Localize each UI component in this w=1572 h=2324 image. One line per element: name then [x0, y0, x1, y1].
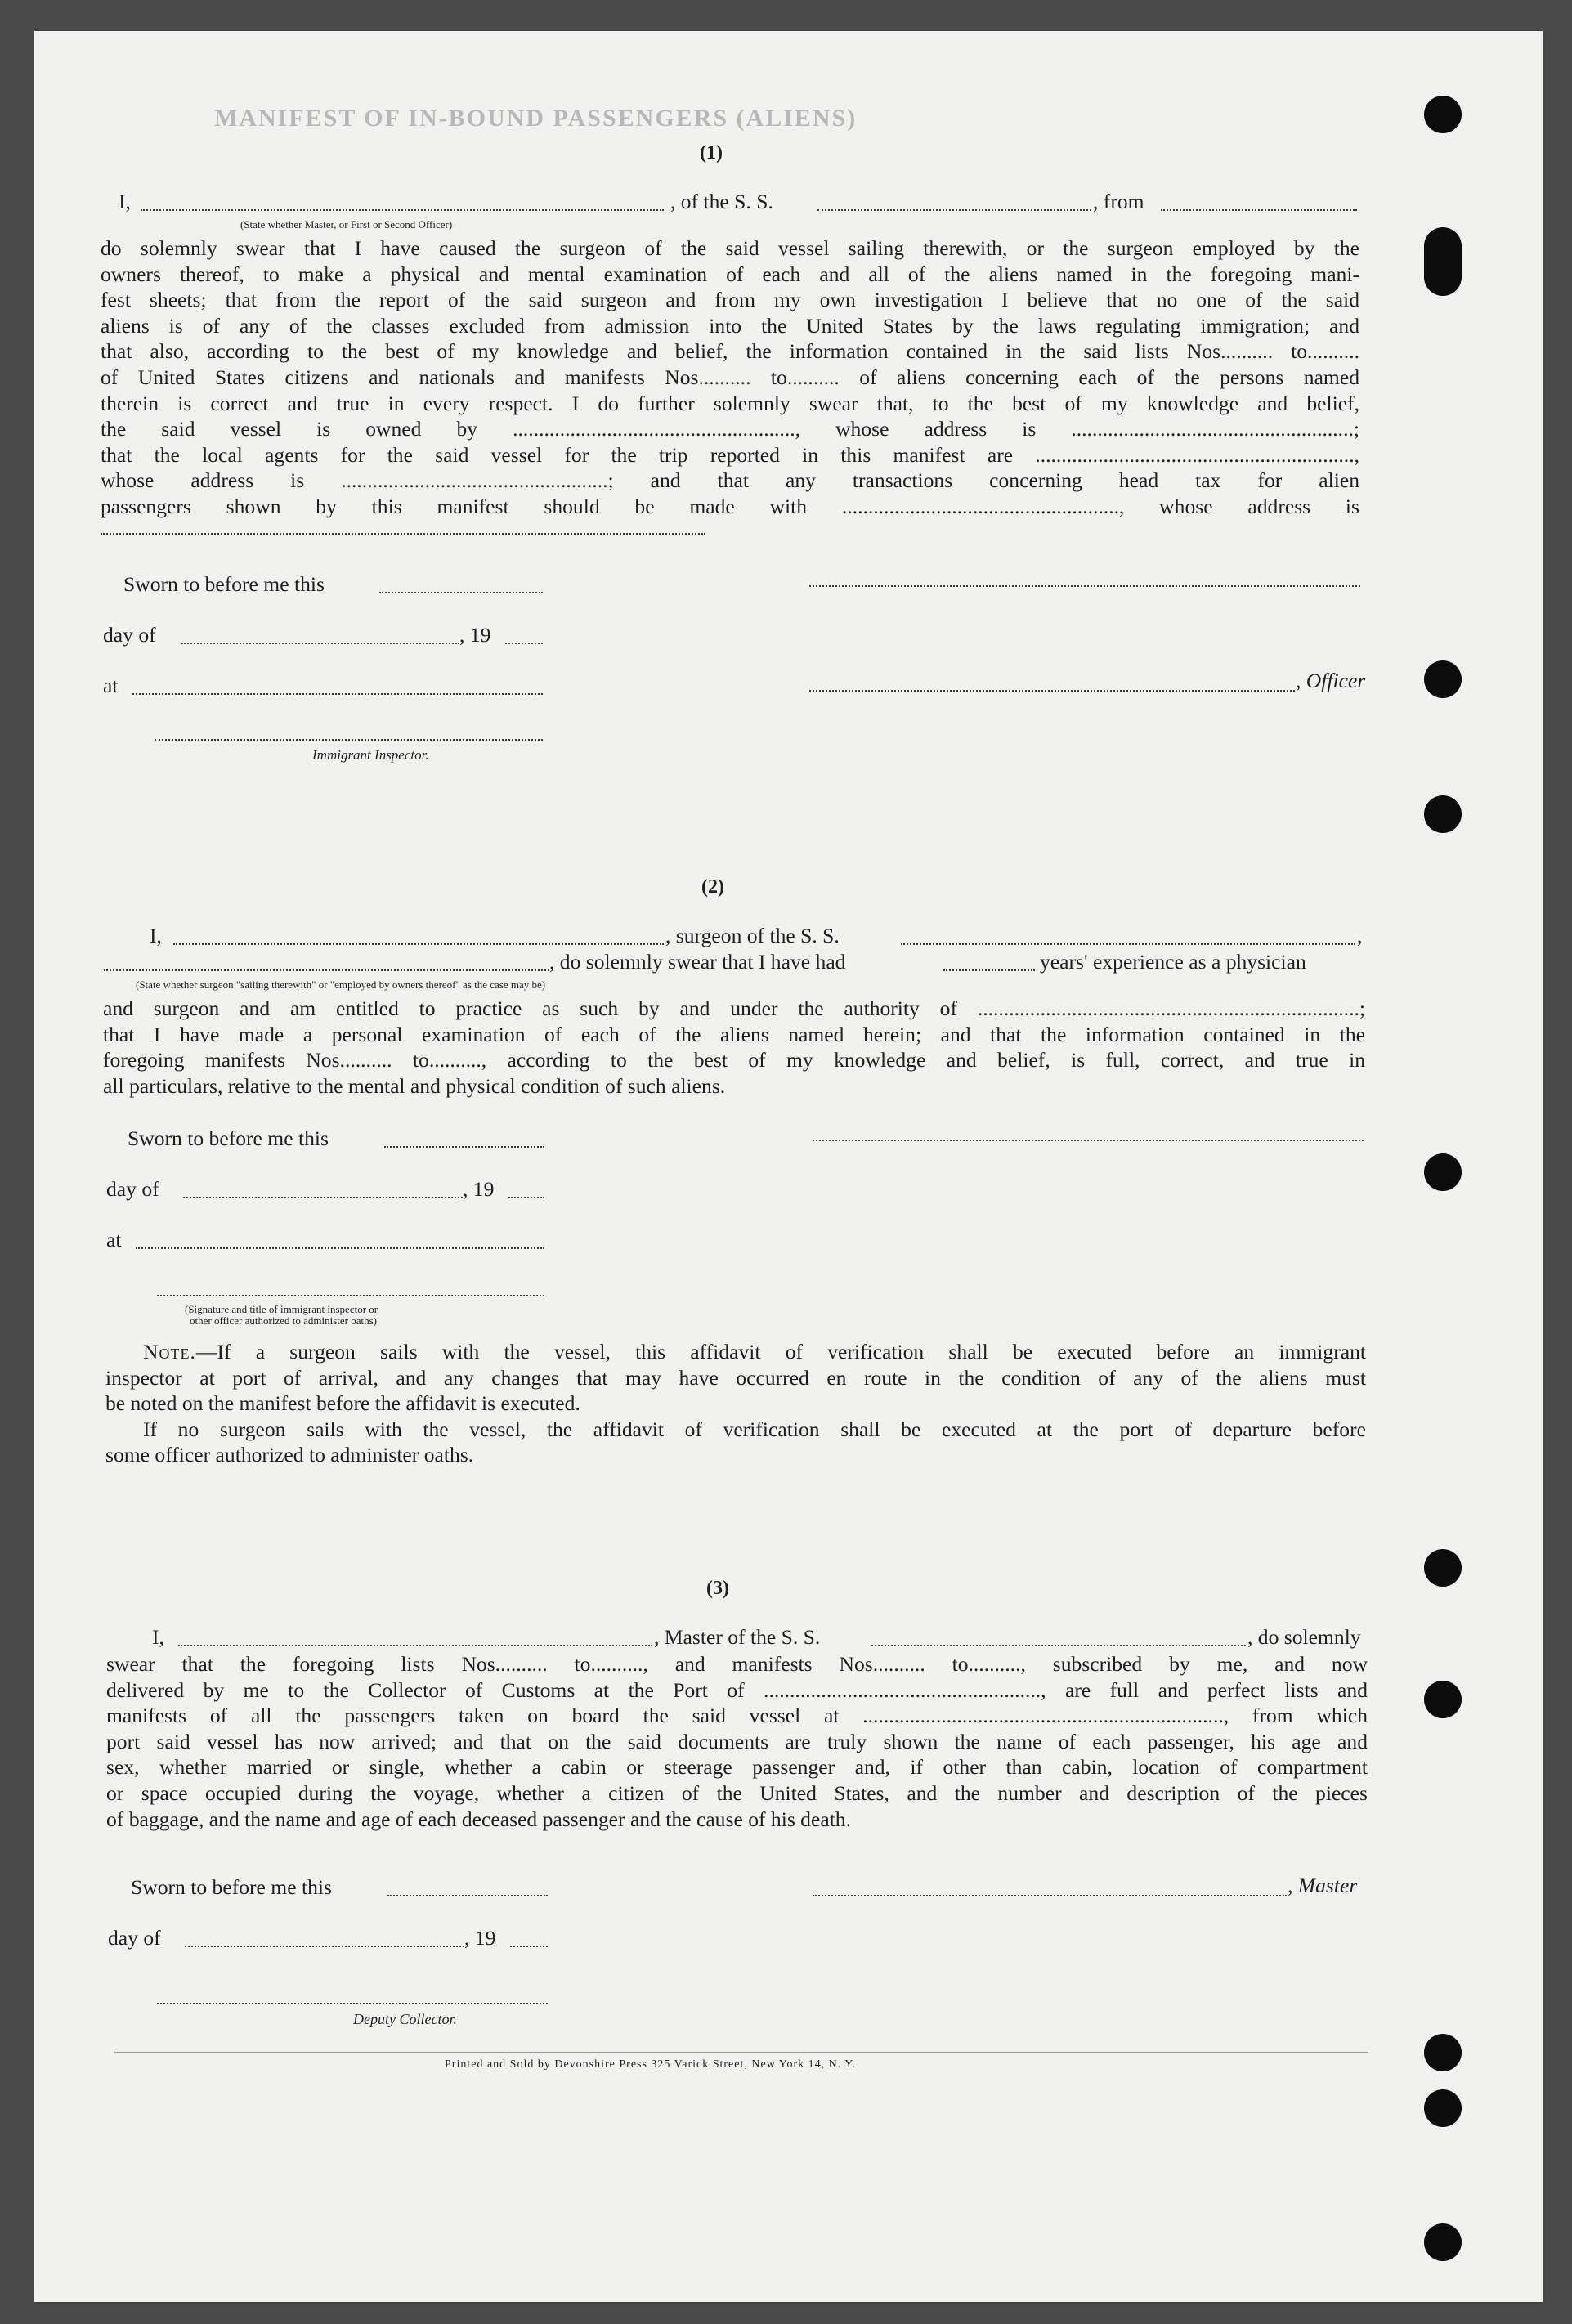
surgeon-signature-line[interactable]	[813, 1140, 1364, 1141]
signature-note-2: other officer authorized to administer oaths)	[190, 1314, 377, 1327]
note-label: Note.	[143, 1340, 196, 1364]
signature-note-1: (Signature and title of immigrant inspector or	[185, 1303, 378, 1315]
punch-hole	[1424, 795, 1462, 833]
section-2-ss: , surgeon of the S. S.	[665, 924, 840, 947]
year-label: , 19	[464, 1926, 496, 1950]
punch-hole	[1424, 1549, 1462, 1587]
surgeon-name-field[interactable]	[173, 943, 664, 945]
at-label: at	[106, 1228, 122, 1252]
master-signature-line[interactable]	[813, 1895, 1287, 1896]
officer-title-line[interactable]	[809, 690, 1295, 692]
collector-signature-line[interactable]	[157, 2003, 548, 2004]
surgeon-vessel-field[interactable]	[901, 943, 1355, 945]
sworn-label: Sworn to before me this	[128, 1126, 329, 1150]
day-of-field[interactable]	[185, 1946, 464, 1947]
address-continuation-field[interactable]	[101, 533, 705, 535]
punch-hole	[1424, 2034, 1462, 2071]
sworn-label: Sworn to before me this	[131, 1875, 332, 1899]
surgeon-status-note: (State whether surgeon "sailing therewith" or "employed by owners thereof" as the case may be)	[136, 978, 546, 991]
comma: ,	[1357, 924, 1363, 947]
officer-signature-line[interactable]	[809, 585, 1360, 587]
section-2-swear: , do solemnly swear that I have had	[549, 950, 846, 974]
day-of-label: day of	[106, 1177, 159, 1201]
officer-rank-note: (State whether Master, or First or Second Officer)	[240, 218, 453, 231]
section-1-body: do solemnly swear that I have caused the surgeon of the said vessel sailing therewith, or the surgeon employed by the owners thereof, to make a physical and mental examination of each and all of the aliens named in the foregoing mani- fest sheets; that from the report of the said surgeon and from my own investigation I believe that no one of the said aliens is of any of the classes excluded from admission into the United States by the laws regulating immigration; and that also, according to the best of my knowledge and belief, the information contained in the said lists Nos.......... to.......... of United States citizens and nationals and manifests Nos.......... to.......... of aliens concerning each of the persons named therein is correct and true in every respect. I do further solemnly swear that, to the best of my knowledge and belief, the said vessel is owned by ......................................................, whose address is ......................................................; that the local agents for the said vessel for the trip reported in this manifest are ............................................................., whose address is ...................................................; and that any transactions concerning head tax for alien passengers shown by this manifest should be made with ....................................................., whose address is	[101, 236, 1359, 518]
punch-hole	[1424, 2089, 1462, 2127]
year-label: , 19	[459, 623, 491, 647]
officer-name-field[interactable]	[141, 209, 664, 211]
at-label: at	[103, 674, 119, 697]
section-1-from: , from	[1093, 190, 1144, 213]
manifest-page	[34, 31, 1543, 2302]
master-label: , Master	[1288, 1874, 1358, 1897]
section-3-body: swear that the foregoing lists Nos.......... to.........., and manifests Nos.......... to.........., subscribed by me, and now delivered by me to the Collector of Customs at the Port of ....................................................., are full and perfect lists and manifests of all the passengers taken on board the said vessel at ....................................................................., from which port said vessel has now arrived; and that on the said documents are truly shown the name of each passenger, his age and sex, whether married or single, whether a cabin or steerage passenger and, if other than cabin, location of compartment or space occupied during the voyage, whether a citizen of the United States, and the number and description of the pieces of baggage, and the name and age of each deceased passenger and the cause of his death.	[106, 1652, 1368, 1831]
sworn-label: Sworn to before me this	[123, 572, 325, 596]
section-2-physician: years' experience as a physician	[1040, 950, 1306, 974]
sworn-date-field[interactable]	[387, 1895, 548, 1896]
section-1-ss: , of the S. S.	[670, 190, 773, 213]
year-field[interactable]	[505, 643, 543, 644]
section-3-heading: (3)	[706, 1578, 729, 1599]
punch-hole	[1424, 660, 1462, 698]
years-experience-field[interactable]	[943, 969, 1035, 971]
note-block: Note.—If a surgeon sails with the vessel, this affidavit of verification shall be executed before an immigrant inspector at port of arrival, and any changes that may have occurred en route in the condition of any of the aliens must be noted on the manifest before the affidavit is executed. If no surgeon sails with the vessel, the affidavit of verification shall be executed at the port of departure before some officer authorized to administer oaths.	[105, 1340, 1366, 1467]
at-place-field[interactable]	[132, 693, 543, 695]
day-of-label: day of	[108, 1926, 161, 1950]
inspector-label: Immigrant Inspector.	[312, 747, 429, 763]
punch-hole	[1424, 227, 1462, 296]
day-of-field[interactable]	[183, 1197, 463, 1198]
surgeon-status-field[interactable]	[104, 969, 549, 971]
bleed-through-header: MANIFEST OF IN-BOUND PASSENGERS (ALIENS)	[214, 105, 858, 132]
punch-hole	[1424, 96, 1462, 133]
printer-imprint: Printed and Sold by Devonshire Press 325 Varick Street, New York 14, N. Y.	[445, 2058, 857, 2071]
section-2-body: and surgeon and am entitled to practice as such by and under the authority of .........................................................................; that I have made a personal examination of each of the aliens named herein; and that the information contained in the foregoing manifests Nos.......... to.........., according to the best of my knowledge and belief, is full, correct, and true in all particulars, relative to the mental and physical condition of such aliens.	[103, 996, 1365, 1098]
collector-label: Deputy Collector.	[353, 2011, 457, 2027]
punch-hole	[1424, 1153, 1462, 1191]
punch-hole	[1424, 1681, 1462, 1718]
section-3-solemnly: , do solemnly	[1247, 1625, 1361, 1649]
section-2-heading: (2)	[701, 876, 724, 898]
punch-hole	[1424, 2223, 1462, 2261]
master-name-field[interactable]	[178, 1645, 652, 1646]
departure-port-field[interactable]	[1161, 209, 1357, 211]
officer-label: , Officer	[1296, 669, 1366, 692]
year-field[interactable]	[510, 1946, 548, 1947]
section-1-heading: (1)	[700, 142, 723, 163]
day-of-field[interactable]	[181, 643, 459, 644]
section-3-vessel-field[interactable]	[871, 1645, 1246, 1646]
section-1-i: I,	[119, 190, 131, 213]
sworn-date-field[interactable]	[384, 1146, 544, 1148]
year-field[interactable]	[508, 1197, 544, 1198]
section-3-i: I,	[152, 1625, 164, 1649]
inspector-signature-line[interactable]	[157, 1295, 544, 1296]
section-3-master-ss: , Master of the S. S.	[654, 1625, 821, 1649]
day-of-label: day of	[103, 623, 156, 647]
footer-rule	[114, 2052, 1368, 2053]
year-label: , 19	[463, 1177, 495, 1201]
at-place-field[interactable]	[136, 1247, 544, 1249]
section-2-i: I,	[150, 924, 162, 947]
inspector-signature-line[interactable]	[155, 739, 543, 741]
vessel-name-field[interactable]	[817, 209, 1091, 211]
sworn-date-field[interactable]	[379, 592, 543, 593]
